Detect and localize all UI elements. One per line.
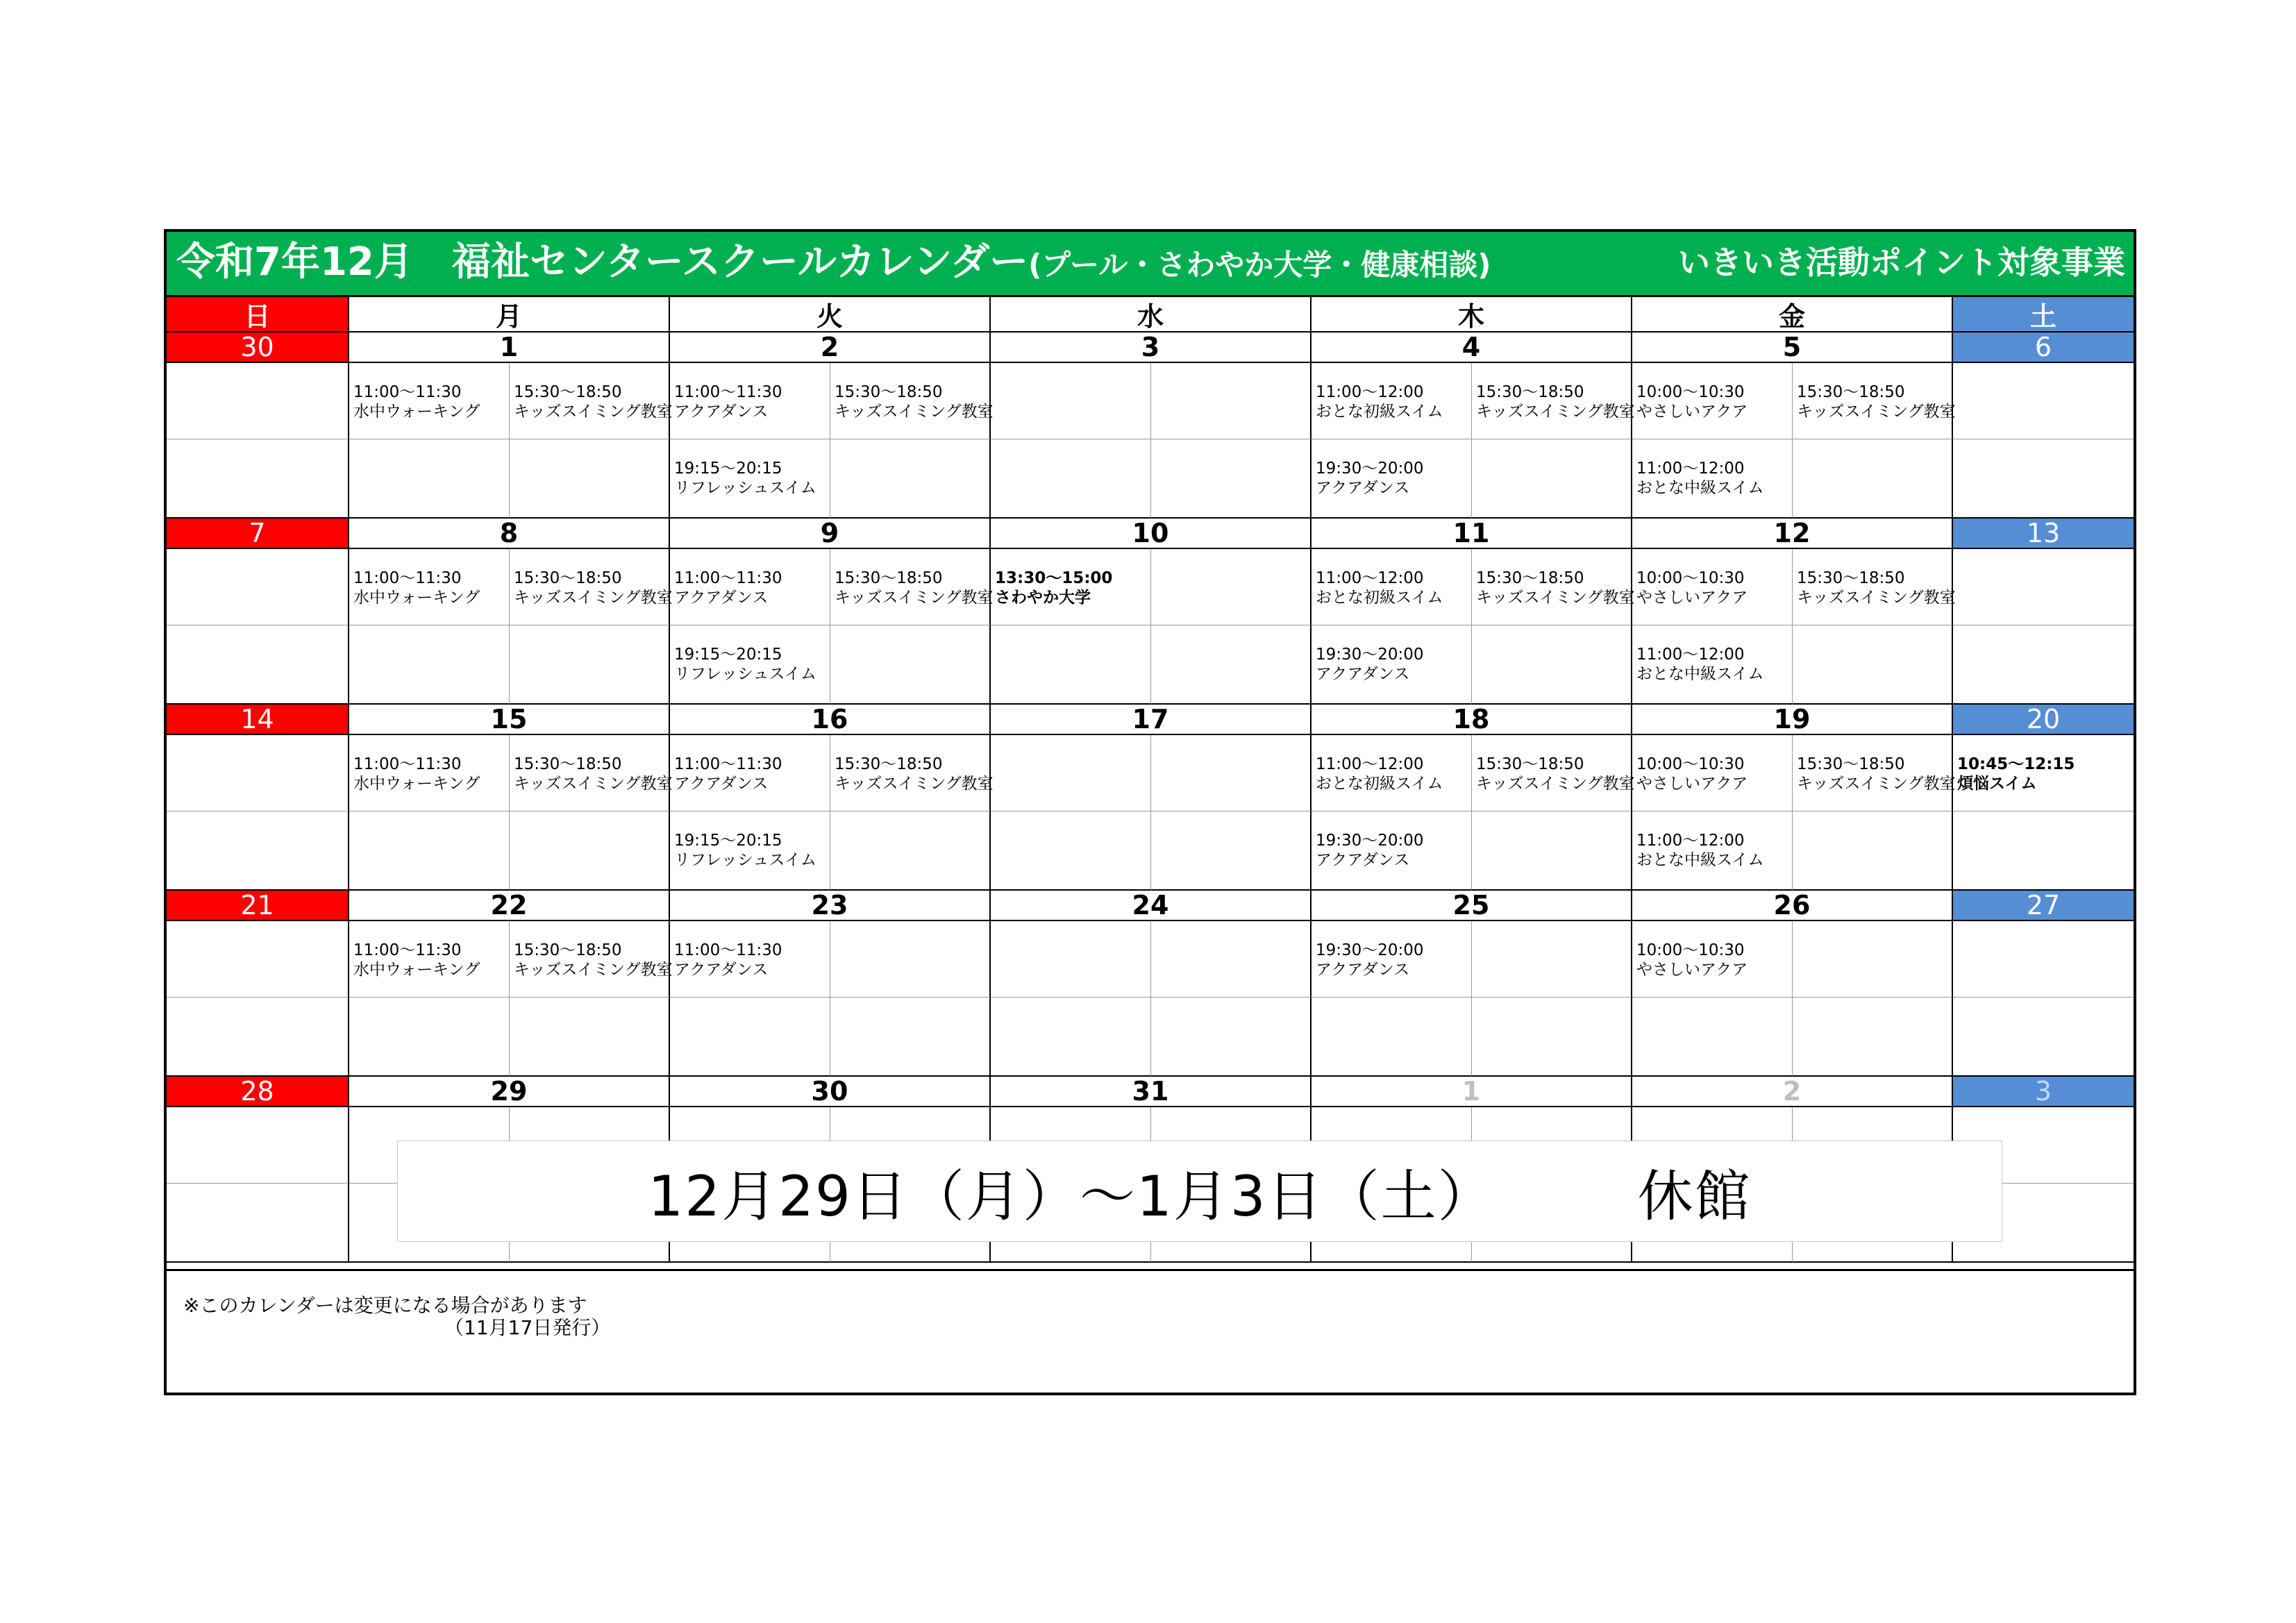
class-name: キッズスイミング教室 xyxy=(1797,589,1956,607)
schedule-slot xyxy=(1312,625,1472,705)
class-name: やさしいアクア xyxy=(1636,589,1748,607)
class-entry xyxy=(674,382,782,421)
class-name: やさしいアクア xyxy=(1636,961,1748,979)
schedule-slot xyxy=(167,439,349,519)
schedule-slot xyxy=(1472,549,1635,625)
schedule-slot xyxy=(991,735,1151,812)
class-entry xyxy=(674,645,816,684)
class-entry xyxy=(1797,569,1956,607)
weekday-header-friday: 金 xyxy=(1632,297,1953,333)
schedule-slot xyxy=(167,549,349,625)
class-time: 11:00～11:30 xyxy=(674,755,782,773)
class-entry xyxy=(1316,569,1443,607)
schedule-slot xyxy=(1472,998,1632,1077)
schedule-slot xyxy=(349,625,510,705)
class-time: 11:00～11:30 xyxy=(353,569,462,587)
date-cell: 10 xyxy=(991,519,1312,549)
schedule-slot xyxy=(1953,439,2134,519)
class-name: おとな初級スイム xyxy=(1316,589,1443,607)
schedule-slot xyxy=(1472,439,1632,519)
schedule-slot xyxy=(670,439,830,519)
schedule-slot xyxy=(670,363,830,439)
schedule-slot xyxy=(1312,812,1472,891)
date-cell: 3 xyxy=(991,333,1312,363)
class-time: 11:00～12:00 xyxy=(1636,832,1745,850)
class-time: 15:30～18:50 xyxy=(514,569,622,587)
schedule-slot xyxy=(167,1184,349,1263)
schedule-slot xyxy=(1793,549,1956,625)
date-cell: 30 xyxy=(167,333,349,363)
closure-notice xyxy=(397,1141,2002,1242)
class-entry xyxy=(1957,755,2075,793)
schedule-slot xyxy=(1151,921,1312,998)
schedule-slot xyxy=(1472,735,1635,812)
schedule-slot xyxy=(510,921,673,998)
schedule-slot xyxy=(349,363,510,439)
class-name: キッズスイミング教室 xyxy=(1476,775,1635,793)
class-name: キッズスイミング教室 xyxy=(835,775,994,793)
schedule-slot xyxy=(1472,921,1632,998)
date-cell: 24 xyxy=(991,891,1312,921)
title-right-label: いきいき活動ポイント対象事業 xyxy=(1678,244,2125,281)
class-entry xyxy=(353,941,480,979)
class-name: 煩悩スイム xyxy=(1957,775,2037,793)
class-name: 水中ウォーキング xyxy=(353,961,480,979)
schedule-slot xyxy=(1632,363,1793,439)
class-name: リフレッシュスイム xyxy=(674,851,816,869)
class-name: 水中ウォーキング xyxy=(353,403,480,421)
class-name: キッズスイミング教室 xyxy=(514,961,673,979)
footer-issued: （11月17日発行） xyxy=(444,1316,611,1339)
schedule-slot xyxy=(670,549,830,625)
class-entry xyxy=(674,569,782,607)
class-entry xyxy=(1636,569,1748,607)
class-name: おとな初級スイム xyxy=(1316,775,1443,793)
schedule-slot xyxy=(670,625,830,705)
schedule-slot xyxy=(1953,998,2134,1077)
class-name: キッズスイミング教室 xyxy=(1476,403,1635,421)
class-name: おとな中級スイム xyxy=(1636,665,1764,683)
schedule-slot xyxy=(1151,735,1312,812)
schedule-slot xyxy=(1632,998,1793,1077)
class-time: 15:30～18:50 xyxy=(835,755,943,773)
class-name: リフレッシュスイム xyxy=(674,479,816,497)
schedule-slot xyxy=(1793,625,1953,705)
schedule-slot xyxy=(1151,549,1312,625)
weekday-header-tuesday: 火 xyxy=(670,297,991,333)
class-time: 15:30～18:50 xyxy=(1797,569,1905,587)
class-time: 10:00～10:30 xyxy=(1636,755,1745,773)
date-cell: 12 xyxy=(1632,519,1953,549)
class-entry xyxy=(353,382,480,421)
class-time: 11:00～11:30 xyxy=(353,755,462,773)
schedule-slot xyxy=(830,812,991,891)
class-entry xyxy=(1636,755,1748,793)
schedule-slot xyxy=(167,363,349,439)
class-name: アクアダンス xyxy=(674,589,769,607)
class-name: 水中ウォーキング xyxy=(353,589,480,607)
class-entry xyxy=(1797,755,1956,793)
class-name: アクアダンス xyxy=(1316,851,1410,869)
schedule-slot xyxy=(1312,549,1472,625)
schedule-slot xyxy=(991,363,1151,439)
schedule-slot xyxy=(167,735,349,812)
schedule-slot xyxy=(349,549,510,625)
class-name: キッズスイミング教室 xyxy=(514,403,673,421)
schedule-slot xyxy=(830,735,994,812)
class-time: 15:30～18:50 xyxy=(514,941,622,959)
class-time: 19:30～20:00 xyxy=(1316,832,1424,850)
class-name: キッズスイミング教室 xyxy=(1797,403,1956,421)
weekday-header-monday: 月 xyxy=(349,297,670,333)
schedule-slot xyxy=(991,625,1151,705)
schedule-slot xyxy=(167,1107,349,1184)
schedule-slot xyxy=(1632,549,1793,625)
class-name: キッズスイミング教室 xyxy=(514,775,673,793)
class-time: 11:00～12:00 xyxy=(1316,755,1424,773)
date-cell: 9 xyxy=(670,519,991,549)
schedule-slot xyxy=(349,812,510,891)
class-entry xyxy=(1316,382,1443,421)
schedule-slot xyxy=(349,735,510,812)
class-entry xyxy=(674,831,816,870)
schedule-slot xyxy=(510,735,673,812)
class-name: おとな中級スイム xyxy=(1636,479,1764,497)
class-time: 11:00～11:30 xyxy=(674,383,782,401)
class-name: おとな中級スイム xyxy=(1636,851,1764,869)
footer-note: ※このカレンダーは変更になる場合があります xyxy=(183,1294,587,1317)
class-entry xyxy=(1636,941,1748,979)
date-cell: 4 xyxy=(1312,333,1632,363)
schedule-slot xyxy=(991,998,1151,1077)
class-time: 19:30～20:00 xyxy=(1316,941,1424,959)
class-entry xyxy=(835,755,994,793)
class-time: 19:30～20:00 xyxy=(1316,646,1424,664)
class-name: アクアダンス xyxy=(674,961,769,979)
date-cell: 17 xyxy=(991,705,1312,735)
schedule-slot xyxy=(1953,735,2134,812)
schedule-slot xyxy=(1312,921,1472,998)
class-entry xyxy=(1797,382,1956,421)
class-name: アクアダンス xyxy=(1316,961,1410,979)
date-cell: 30 xyxy=(670,1077,991,1107)
class-name: キッズスイミング教室 xyxy=(1797,775,1956,793)
date-cell: 22 xyxy=(349,891,670,921)
class-time: 15:30～18:50 xyxy=(1476,569,1584,587)
class-entry xyxy=(1636,459,1764,498)
date-cell: 1 xyxy=(349,333,670,363)
class-time: 19:15～20:15 xyxy=(674,646,782,664)
class-name: キッズスイミング教室 xyxy=(835,589,994,607)
class-time: 11:00～11:30 xyxy=(353,941,462,959)
date-cell: 18 xyxy=(1312,705,1632,735)
class-entry xyxy=(674,941,782,979)
class-entry xyxy=(1316,941,1424,979)
schedule-slot xyxy=(510,549,673,625)
date-cell: 23 xyxy=(670,891,991,921)
schedule-slot xyxy=(1632,735,1793,812)
schedule-slot xyxy=(1151,812,1312,891)
date-cell: 6 xyxy=(1953,333,2134,363)
schedule-slot xyxy=(1151,998,1312,1077)
date-cell: 29 xyxy=(349,1077,670,1107)
schedule-slot xyxy=(1312,439,1472,519)
class-time: 11:00～12:00 xyxy=(1316,569,1424,587)
schedule-slot xyxy=(1151,439,1312,519)
schedule-slot xyxy=(830,549,994,625)
class-time: 15:30～18:50 xyxy=(835,383,943,401)
class-time: 15:30～18:50 xyxy=(1476,383,1584,401)
class-time: 15:30～18:50 xyxy=(514,383,622,401)
weekday-header-sunday: 日 xyxy=(167,297,349,333)
schedule-slot xyxy=(1312,998,1472,1077)
schedule-slot xyxy=(1793,363,1956,439)
date-cell: 8 xyxy=(349,519,670,549)
class-time: 10:00～10:30 xyxy=(1636,569,1745,587)
calendar-grid xyxy=(167,297,2134,1269)
schedule-slot xyxy=(510,812,670,891)
schedule-slot xyxy=(991,921,1151,998)
schedule-slot xyxy=(510,998,670,1077)
class-entry xyxy=(1316,831,1424,870)
schedule-slot xyxy=(1793,998,1953,1077)
schedule-slot xyxy=(1632,812,1793,891)
schedule-slot xyxy=(510,439,670,519)
schedule-slot xyxy=(1953,921,2134,998)
class-entry xyxy=(1636,831,1764,870)
schedule-slot xyxy=(830,363,994,439)
schedule-slot xyxy=(1151,363,1312,439)
class-name: キッズスイミング教室 xyxy=(1476,589,1635,607)
schedule-slot xyxy=(1151,625,1312,705)
title-subtitle: (プール・さわやか大学・健康相談) xyxy=(1028,248,1491,282)
class-time: 11:00～12:00 xyxy=(1316,383,1424,401)
schedule-slot xyxy=(1632,921,1793,998)
class-entry xyxy=(1476,382,1635,421)
class-name: アクアダンス xyxy=(674,403,769,421)
class-name: キッズスイミング教室 xyxy=(514,589,673,607)
weekday-header-thursday: 木 xyxy=(1312,297,1632,333)
schedule-slot xyxy=(830,998,991,1077)
schedule-slot xyxy=(1472,625,1632,705)
class-name: アクアダンス xyxy=(1316,665,1410,683)
schedule-slot xyxy=(1793,921,1953,998)
class-entry xyxy=(835,382,994,421)
schedule-slot xyxy=(1632,439,1793,519)
date-cell: 3 xyxy=(1953,1077,2134,1107)
class-name: さわやか大学 xyxy=(995,589,1091,607)
date-cell: 7 xyxy=(167,519,349,549)
class-entry xyxy=(514,941,673,979)
date-cell: 13 xyxy=(1953,519,2134,549)
schedule-slot xyxy=(349,998,510,1077)
schedule-slot xyxy=(670,921,830,998)
page-title xyxy=(176,237,1491,290)
schedule-slot xyxy=(1472,812,1632,891)
date-cell: 16 xyxy=(670,705,991,735)
schedule-slot xyxy=(167,921,349,998)
class-time: 10:45～12:15 xyxy=(1957,755,2075,773)
class-time: 15:30～18:50 xyxy=(1797,383,1905,401)
class-time: 11:00～12:00 xyxy=(1636,460,1745,478)
class-time: 11:00～11:30 xyxy=(674,941,782,959)
schedule-slot xyxy=(510,363,673,439)
class-time: 10:00～10:30 xyxy=(1636,383,1745,401)
class-entry xyxy=(995,569,1112,607)
class-name: 水中ウォーキング xyxy=(353,775,480,793)
schedule-slot xyxy=(1953,549,2134,625)
schedule-slot xyxy=(830,439,991,519)
class-name: キッズスイミング教室 xyxy=(835,403,994,421)
class-entry xyxy=(514,382,673,421)
schedule-slot xyxy=(670,998,830,1077)
class-name: アクアダンス xyxy=(674,775,769,793)
date-cell: 2 xyxy=(670,333,991,363)
schedule-slot xyxy=(1793,812,1953,891)
date-cell: 2 xyxy=(1632,1077,1953,1107)
schedule-slot xyxy=(1953,625,2134,705)
date-cell: 21 xyxy=(167,891,349,921)
weekday-header-wednesday: 水 xyxy=(991,297,1312,333)
class-entry xyxy=(1476,755,1635,793)
class-name: リフレッシュスイム xyxy=(674,665,816,683)
schedule-slot xyxy=(167,998,349,1077)
date-cell: 27 xyxy=(1953,891,2134,921)
title-main-text: 令和7年12月 福祉センタースクールカレンダー xyxy=(176,239,1029,285)
class-entry xyxy=(1316,645,1424,684)
schedule-slot xyxy=(991,439,1151,519)
date-cell: 11 xyxy=(1312,519,1632,549)
class-time: 15:30～18:50 xyxy=(514,755,622,773)
class-name: やさしいアクア xyxy=(1636,775,1748,793)
class-time: 15:30～18:50 xyxy=(1476,755,1584,773)
class-time: 15:30～18:50 xyxy=(835,569,943,587)
class-time: 19:15～20:15 xyxy=(674,460,782,478)
date-cell: 15 xyxy=(349,705,670,735)
footer xyxy=(167,1269,2134,1393)
schedule-slot xyxy=(830,921,991,998)
date-cell: 14 xyxy=(167,705,349,735)
schedule-slot xyxy=(670,735,830,812)
closure-text: 12月29日（月）～1月3日（土） 休館 xyxy=(648,1163,1752,1229)
schedule-slot xyxy=(167,812,349,891)
class-entry xyxy=(1316,459,1424,498)
date-cell: 20 xyxy=(1953,705,2134,735)
class-time: 19:15～20:15 xyxy=(674,832,782,850)
class-name: アクアダンス xyxy=(1316,479,1410,497)
schedule-slot xyxy=(1793,735,1956,812)
class-time: 13:30～15:00 xyxy=(995,569,1113,587)
date-cell: 28 xyxy=(167,1077,349,1107)
class-name: やさしいアクア xyxy=(1636,403,1748,421)
schedule-slot xyxy=(1793,439,1953,519)
schedule-slot xyxy=(670,812,830,891)
schedule-slot xyxy=(1472,363,1635,439)
schedule-slot xyxy=(991,549,1151,625)
class-entry xyxy=(353,569,480,607)
class-time: 10:00～10:30 xyxy=(1636,941,1745,959)
class-entry xyxy=(353,755,480,793)
class-entry xyxy=(514,755,673,793)
date-cell: 19 xyxy=(1632,705,1953,735)
class-time: 11:00～11:30 xyxy=(674,569,782,587)
class-entry xyxy=(514,569,673,607)
class-entry xyxy=(1636,645,1764,684)
schedule-slot xyxy=(1632,625,1793,705)
class-name: おとな初級スイム xyxy=(1316,403,1443,421)
title-bar xyxy=(167,232,2134,297)
date-cell: 31 xyxy=(991,1077,1312,1107)
class-time: 11:00～11:30 xyxy=(353,383,462,401)
schedule-slot xyxy=(1953,812,2134,891)
weekday-header-saturday: 土 xyxy=(1953,297,2134,333)
schedule-slot xyxy=(1312,363,1472,439)
schedule-slot xyxy=(1312,735,1472,812)
class-entry xyxy=(1476,569,1635,607)
schedule-slot xyxy=(349,921,510,998)
class-entry xyxy=(1316,755,1443,793)
date-cell: 25 xyxy=(1312,891,1632,921)
class-time: 15:30～18:50 xyxy=(1797,755,1905,773)
schedule-slot xyxy=(830,625,991,705)
date-cell: 5 xyxy=(1632,333,1953,363)
date-cell: 26 xyxy=(1632,891,1953,921)
class-entry xyxy=(674,755,782,793)
date-cell: 1 xyxy=(1312,1077,1632,1107)
class-time: 19:30～20:00 xyxy=(1316,460,1424,478)
class-time: 11:00～12:00 xyxy=(1636,646,1745,664)
schedule-slot xyxy=(167,625,349,705)
schedule-slot xyxy=(991,812,1151,891)
schedule-slot xyxy=(510,625,670,705)
class-entry xyxy=(1636,382,1748,421)
class-entry xyxy=(674,459,816,498)
class-entry xyxy=(835,569,994,607)
schedule-slot xyxy=(349,439,510,519)
schedule-slot xyxy=(1953,363,2134,439)
